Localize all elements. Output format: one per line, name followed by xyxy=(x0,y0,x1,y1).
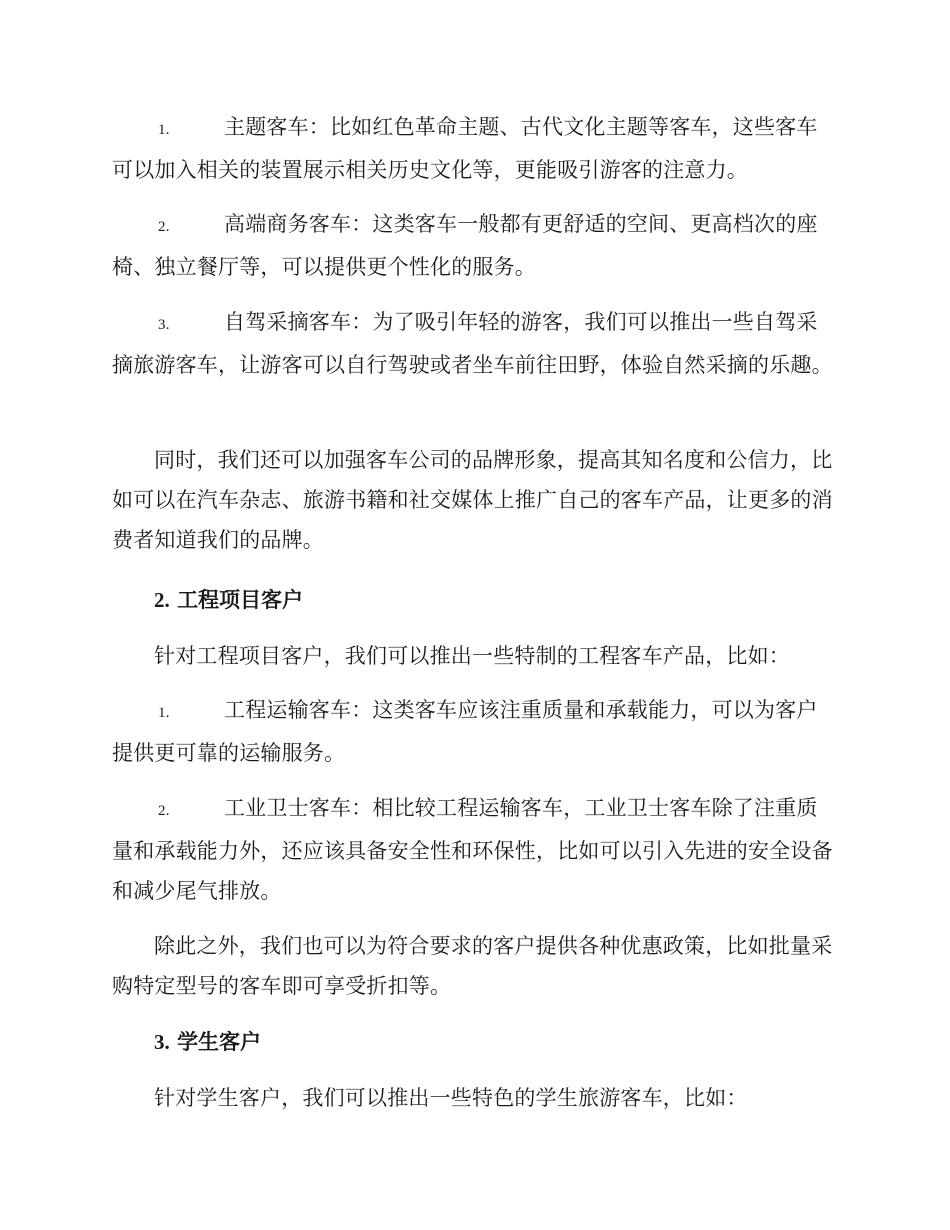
list-item-text: 主题客车：比如红色革命主题、古代文化主题等客车，这些客车可以加入相关的装置展示相关历史文化等，更能吸引游客的注意力。 xyxy=(112,115,818,182)
heading-text: 工程项目客户 xyxy=(177,587,304,612)
list-item-theme-bus xyxy=(112,107,837,190)
list-item-transport-bus xyxy=(112,690,837,773)
heading-number: 2. xyxy=(154,588,170,612)
list-item-business-bus xyxy=(112,204,837,287)
paragraph-discounts: 除此之外，我们也可以为符合要求的客户提供各种优惠政策，比如批量采购特定型号的客车即可享受折扣等。 xyxy=(112,934,833,998)
list-item-text: 高端商务客车：这类客车一般都有更舒适的空间、更高档次的座椅、独立餐厅等，可以提供更个性化的服务。 xyxy=(112,212,818,279)
paragraph-students-intro: 针对学生客户，我们可以推出一些特色的学生旅游客车，比如： xyxy=(154,1086,748,1110)
list-item-text: 工程运输客车：这类客车应该注重质量和承载能力，可以为客户提供更可靠的运输服务。 xyxy=(112,698,818,765)
list-number: 2. xyxy=(158,219,170,235)
section-heading-students xyxy=(154,1022,261,1062)
list-number: 1. xyxy=(158,705,170,721)
list-item-picking-bus xyxy=(112,302,837,385)
paragraph-engineering-intro: 针对工程项目客户，我们可以推出一些特制的工程客车产品，比如： xyxy=(154,644,790,668)
list-number: 3. xyxy=(158,317,170,333)
list-number: 1. xyxy=(158,122,170,138)
list-number: 2. xyxy=(158,803,170,819)
section-heading-engineering xyxy=(154,580,303,620)
paragraph-brand: 同时，我们还可以加强客车公司的品牌形象，提高其知名度和公信力，比如可以在汽车杂志、旅游书籍和社交媒体上推广自己的客车产品，让更多的消费者知道我们的品牌。 xyxy=(112,448,833,552)
list-item-industrial-bus xyxy=(112,788,837,911)
list-item-text: 自驾采摘客车：为了吸引年轻的游客，我们可以推出一些自驾采摘旅游客车，让游客可以自行驾驶或者坐车前往田野，体验自然采摘的乐趣。 xyxy=(112,310,833,377)
heading-number: 3. xyxy=(154,1030,170,1054)
heading-text: 学生客户 xyxy=(177,1029,262,1054)
list-item-text: 工业卫士客车：相比较工程运输客车，工业卫士客车除了注重质量和承载能力外，还应该具备安全性和环保性，比如可以引入先进的安全设备和减少尾气排放。 xyxy=(112,796,833,903)
